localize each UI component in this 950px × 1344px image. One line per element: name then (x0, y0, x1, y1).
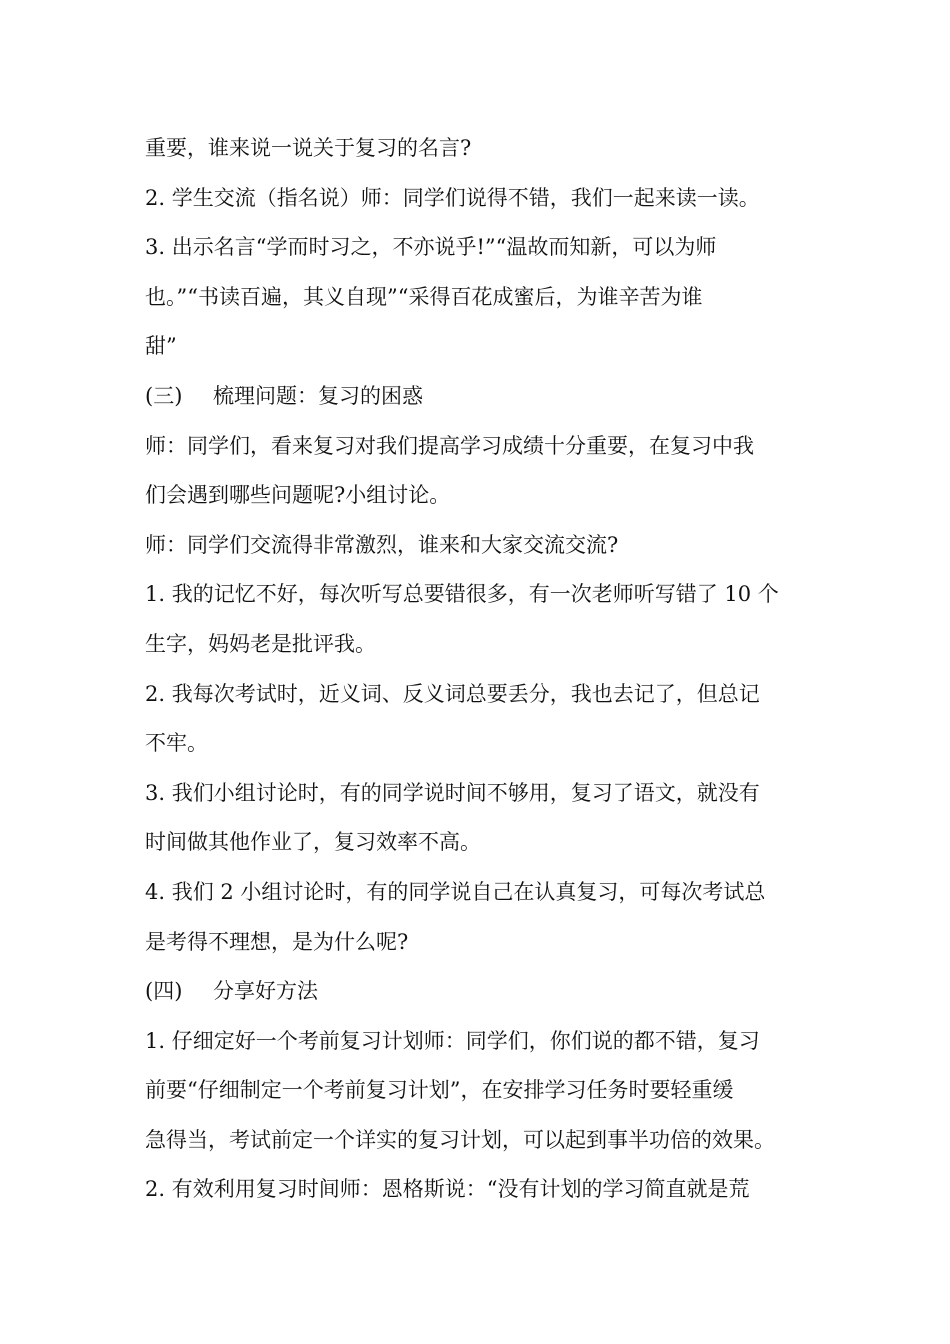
text-line: 2. 我每次考试时，近义词、反义词总要丢分，我也去记了，但总记 (145, 681, 760, 706)
text-line: 3. 我们小组讨论时，有的同学说时间不够用，复习了语文，就没有 (145, 780, 760, 805)
section-heading-4 (145, 967, 809, 1017)
text-line: 1. 仔细定好一个考前复习计划师：同学们，你们说的都不错，复习 (145, 1028, 760, 1053)
text-line: 1. 我的记忆不好，每次听写总要错很多，有一次老师听写错了 10 个 (145, 582, 779, 607)
text-line: 2. 有效利用复习时间师：恩格斯说：“没有计划的学习简直就是荒 (145, 1177, 750, 1202)
text-line: 不牢。 (145, 731, 208, 756)
text-line: 们会遇到哪些问题呢?小组讨论。 (145, 483, 451, 508)
section-title: 梳理问题：复习的困惑 (213, 383, 423, 408)
text-line: 师：同学们，看来复习对我们提高学习成绩十分重要，在复习中我 (145, 433, 754, 458)
section-number: (四) (145, 979, 183, 1004)
text-line: 2. 学生交流（指名说）师：同学们说得不错，我们一起来读一读。 (145, 185, 760, 210)
text-line: 也。”“书读百遍，其义自现”“采得百花成蜜后，为谁辛苦为谁 (145, 284, 703, 309)
section-heading-3 (145, 372, 809, 422)
text-line: 急得当，考试前定一个详实的复习计划，可以起到事半功倍的效果。 (145, 1127, 775, 1152)
text-line: 前要“仔细制定一个考前复习计划”，在安排学习任务时要轻重缓 (145, 1078, 734, 1103)
text-line: 甜” (145, 334, 177, 359)
text-line: 重要，谁来说一说关于复习的名言? (145, 136, 472, 160)
text-line: 时间做其他作业了，复习效率不高。 (145, 830, 481, 855)
text-line: 生字，妈妈老是批评我。 (145, 631, 376, 656)
section-number: (三) (145, 383, 183, 408)
text-line: 师：同学们交流得非常激烈，谁来和大家交流交流? (145, 532, 619, 557)
text-line: 4. 我们 2 小组讨论时，有的同学说自己在认真复习，可每次考试总 (145, 879, 766, 904)
document-body (145, 124, 809, 1215)
text-line: 是考得不理想，是为什么呢? (145, 929, 409, 954)
section-title: 分享好方法 (213, 979, 318, 1004)
text-line: 3. 出示名言“学而时习之，不亦说乎!”“温故而知新，可以为师 (145, 235, 717, 260)
